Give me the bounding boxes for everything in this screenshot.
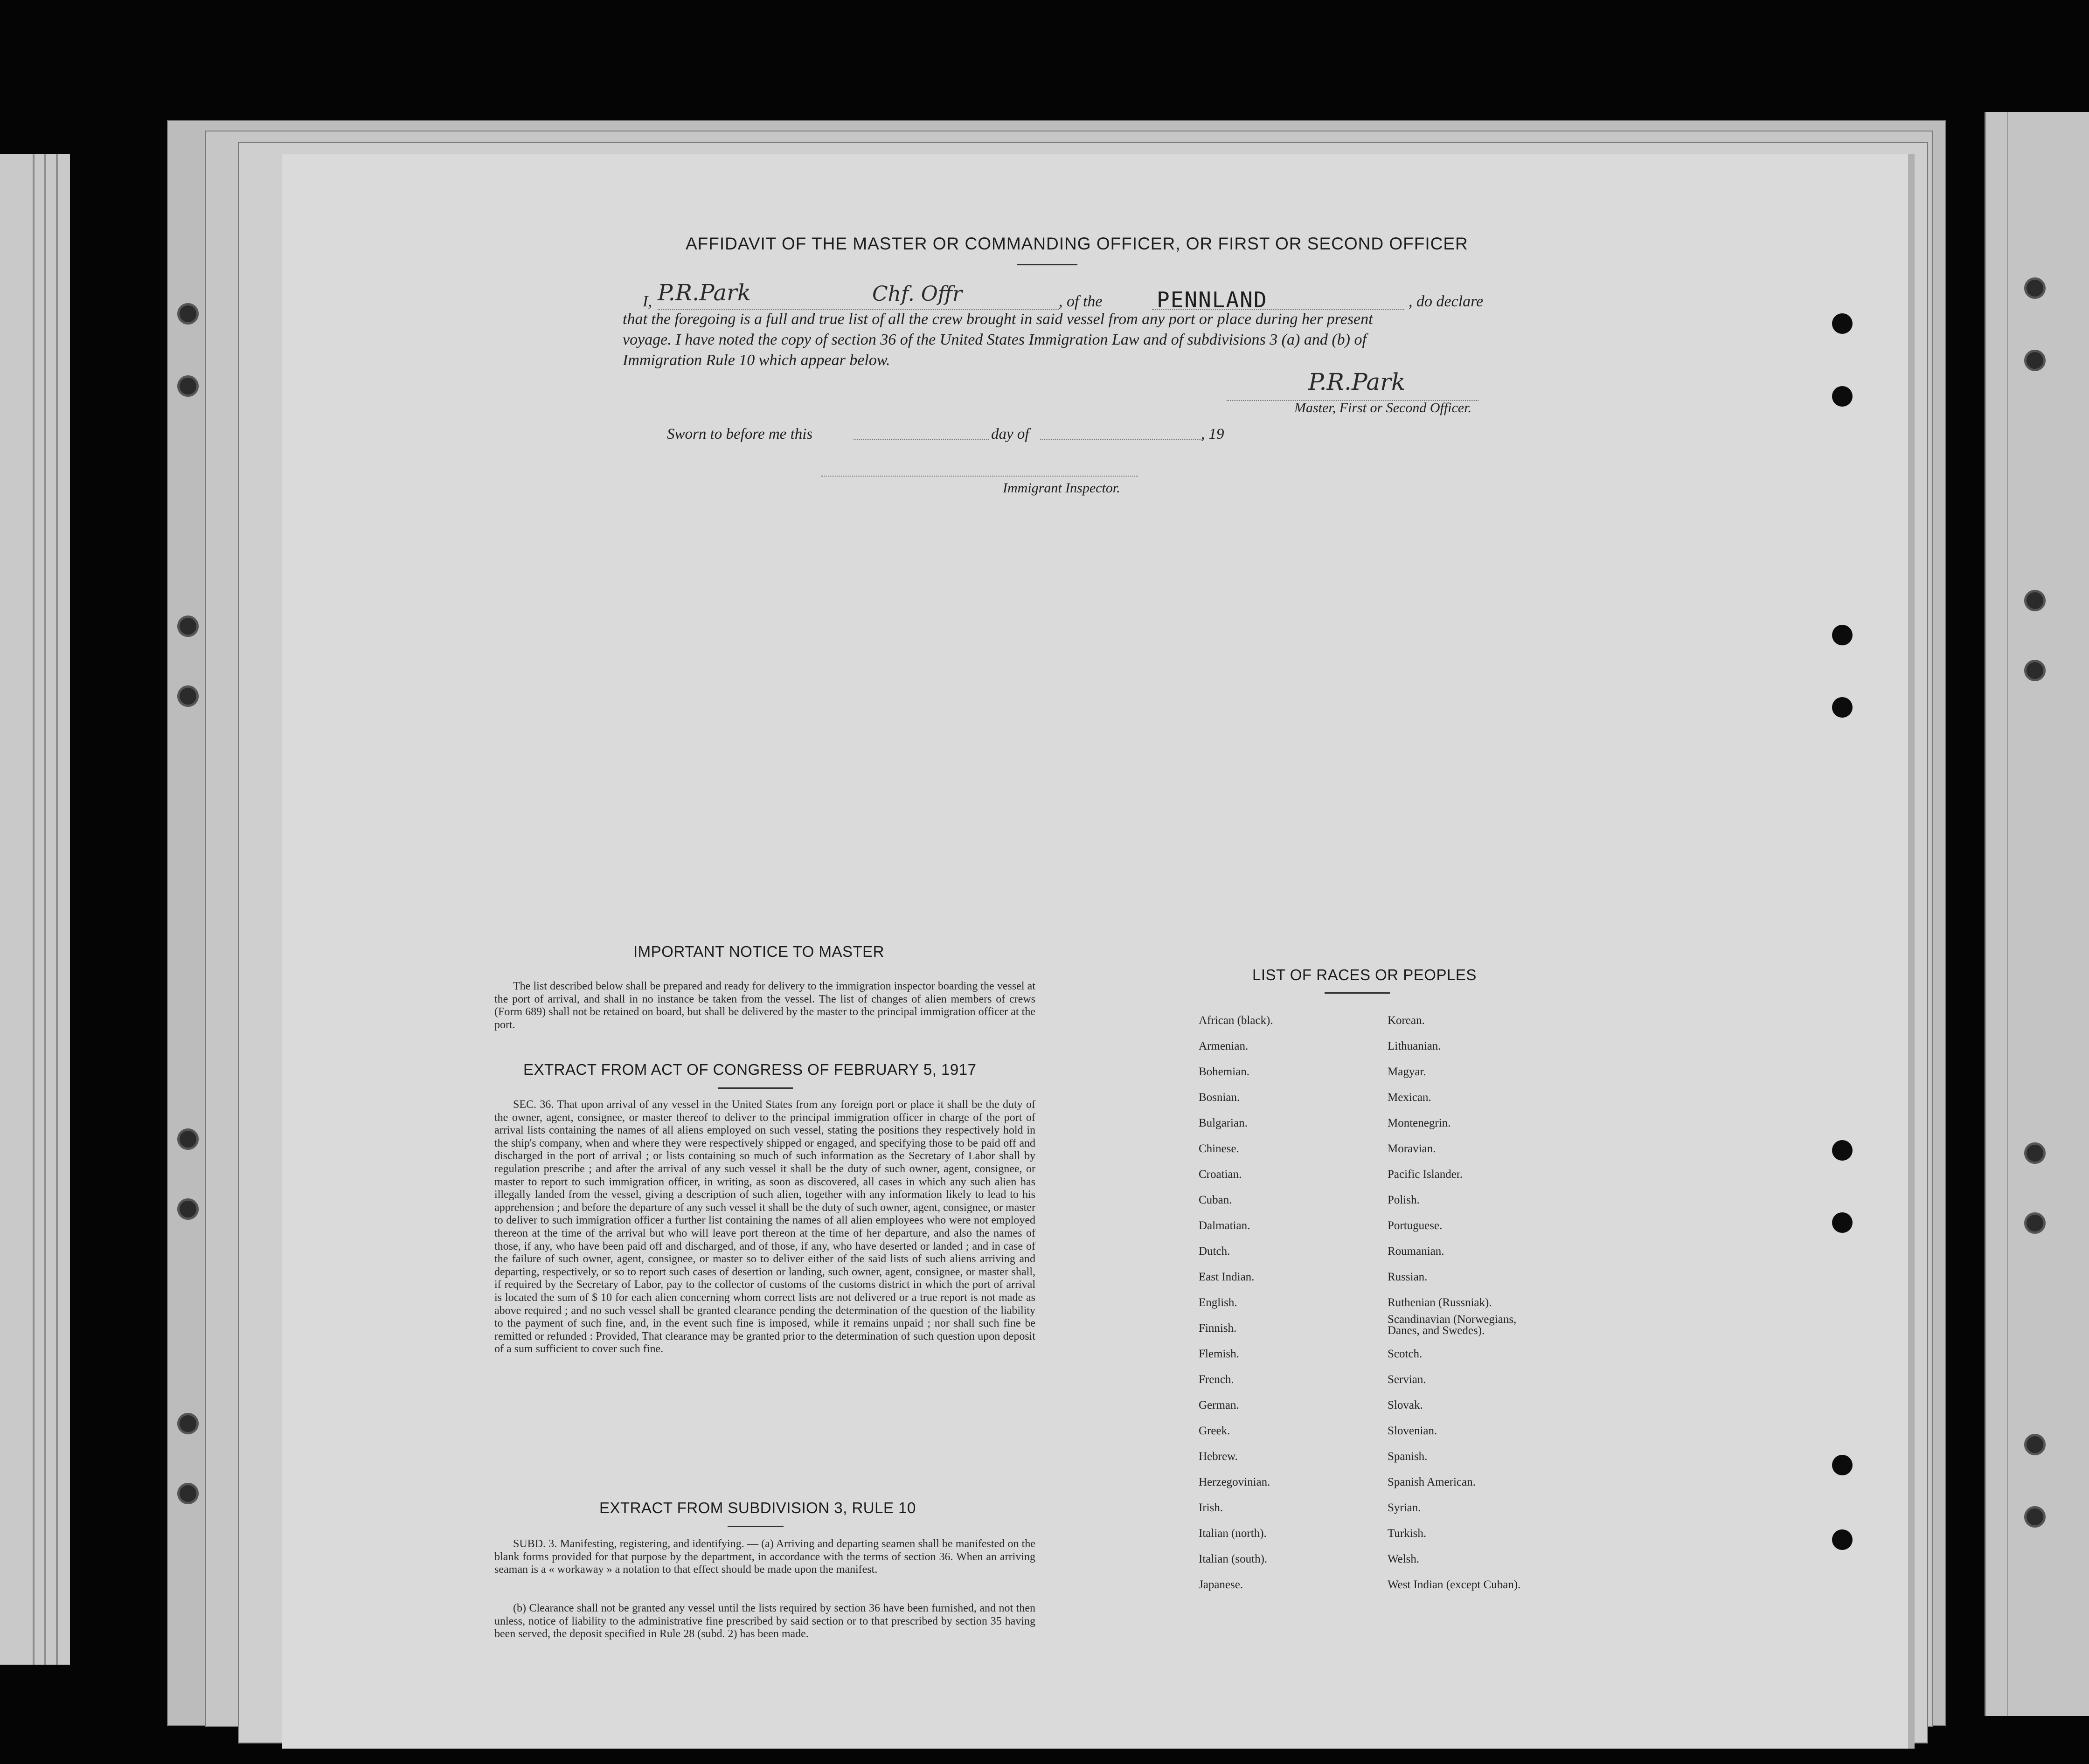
race-item: Scotch. [1388,1348,1423,1360]
punch-hole [1832,1212,1853,1233]
punch-hole [2024,660,2046,681]
inspector-line [821,476,1138,477]
race-item: Finnish. [1199,1322,1237,1335]
race-item: Spanish. [1388,1450,1428,1463]
races-title: LIST OF RACES OR PEOPLES [1252,966,1477,983]
sheet-edge [2007,112,2008,1716]
sheet-edge [56,154,58,1665]
notice-text: The list described below shall be prepared and ready for delivery to the immigration inspector boarding the vessel at the port of arrival, and shall in no instance be taken from the vessel. The list of changes of alien members of crews (Form 689) shall not be retained on board, but shall be delivered by the master to the principal immigration officer at the port. [494,980,1035,1031]
race-item: Scandinavian (Norwegians, Danes, and Swedes). [1388,1313,1517,1337]
do-declare-label: , do declare [1409,293,1484,310]
declaration-line: Immigration Rule 10 which appear below. [623,352,890,369]
race-item: Italian (south). [1199,1553,1268,1565]
race-item: Cuban. [1199,1194,1232,1206]
race-item: Slovenian. [1388,1425,1437,1437]
race-item: Polish. [1388,1194,1420,1206]
punch-hole [2024,1212,2046,1234]
punch-hole [1832,1455,1853,1475]
punch-hole [177,685,199,707]
sworn-year-label: , 19 [1201,426,1224,443]
race-item: Bohemian. [1199,1065,1250,1078]
race-item: Magyar. [1388,1065,1426,1078]
race-item: Moravian. [1388,1142,1436,1155]
race-item: Slovak. [1388,1399,1423,1411]
race-item: Italian (north). [1199,1527,1267,1540]
name-line [658,309,1059,310]
officer-name-signature: P.R.Park [658,280,751,306]
notice-title: IMPORTANT NOTICE TO MASTER [633,943,885,960]
punch-hole [1832,625,1853,645]
race-item: Mexican. [1388,1091,1431,1104]
race-item: Pacific Islander. [1388,1168,1463,1181]
punch-hole [1832,1529,1853,1550]
title-rule [1325,992,1390,994]
race-item: Hebrew. [1199,1450,1238,1463]
rule-extract-para-a: SUBD. 3. Manifesting, registering, and identifying. — (a) Arriving and departing seamen shall be manifested on the blank forms provided for that purpose by the department, in accordance with the terms of section 36. When an arriving seaman is a « workaway » a notation to that effect should be made upon the manifest. [494,1538,1035,1576]
race-item: Korean. [1388,1014,1425,1027]
title-rule [728,1526,784,1527]
race-item: Welsh. [1388,1553,1420,1565]
punch-hole [1832,313,1853,334]
race-item: Russian. [1388,1271,1428,1283]
race-item: Croatian. [1199,1168,1242,1181]
rule-extract-para-b: (b) Clearance shall not be granted any vessel until the lists required by section 36 have been furnished, and not then unless, notice of liability to the administrative fine prescribed by said section or to that prescribed by section 35 having been served, the deposit specified in Rule 28 (subd. 2) has been made. [494,1602,1035,1640]
punch-hole [177,1198,199,1220]
race-item: Flemish. [1199,1348,1239,1360]
race-item: German. [1199,1399,1239,1411]
punch-hole [177,1413,199,1434]
race-item: Dalmatian. [1199,1219,1250,1232]
declaration-line: voyage. I have noted the copy of section 36 of the United States Immigration Law and of subdivisions 3 (a) and (b) of [623,331,1367,348]
race-item: Portuguese. [1388,1219,1443,1232]
race-item: French. [1199,1373,1234,1386]
race-item: Lithuanian. [1388,1040,1441,1052]
race-item: Servian. [1388,1373,1426,1386]
race-item: Japanese. [1199,1578,1243,1591]
race-item: Spanish American. [1388,1476,1476,1488]
punch-hole [2024,590,2046,611]
race-item: Herzegovinian. [1199,1476,1270,1488]
punch-hole [177,375,199,397]
declaration-line: that the foregoing is a full and true list of all the crew brought in said vessel from any port or place during her present [623,311,1373,328]
race-item: English. [1199,1296,1237,1309]
race-item: Bosnian. [1199,1091,1240,1104]
sworn-label: Sworn to before me this [667,426,813,443]
punch-hole [177,1483,199,1504]
race-item: African (black). [1199,1014,1273,1027]
officer-rank: Chf. Offr [872,282,962,306]
punch-hole [2024,350,2046,371]
race-item: Syrian. [1388,1501,1421,1514]
rule-extract-title: EXTRACT FROM SUBDIVISION 3, RULE 10 [599,1499,916,1516]
sheet-edge [1985,112,1986,1716]
race-item: Greek. [1199,1425,1230,1437]
race-item: Ruthenian (Russniak). [1388,1296,1492,1309]
sworn-day-label: day of [991,426,1029,443]
officer-signature: P.R.Park [1308,368,1406,395]
vessel-name: PENNLAND [1157,287,1268,312]
officer-title: Master, First or Second Officer. [1294,400,1471,415]
punch-hole [2024,1142,2046,1164]
inspector-label: Immigrant Inspector. [1003,480,1120,496]
day-line [854,439,989,440]
title-rule [1017,264,1077,265]
race-item: Turkish. [1388,1527,1427,1540]
vessel-line [1152,309,1404,310]
race-item: Bulgarian. [1199,1117,1248,1129]
race-item: Montenegrin. [1388,1117,1451,1129]
punch-hole [1832,386,1853,407]
race-item: Armenian. [1199,1040,1249,1052]
act-extract-title: EXTRACT FROM ACT OF CONGRESS OF FEBRUARY 5, 1917 [523,1061,977,1078]
sheet-edge [44,154,46,1665]
page-edge [282,154,1915,1749]
affidavit-title: AFFIDAVIT OF THE MASTER OR COMMANDING OFFICER, OR FIRST OR SECOND OFFICER [686,234,1468,253]
affidavit-prefix: I, [643,293,652,310]
race-item: Chinese. [1199,1142,1239,1155]
sheet-edge [33,154,35,1665]
title-rule [718,1087,793,1089]
adjacent-page-left [0,154,70,1665]
race-item: Roumanian. [1388,1245,1444,1258]
punch-hole [177,1128,199,1150]
punch-hole [2024,277,2046,299]
race-item: Dutch. [1199,1245,1230,1258]
race-item: East Indian. [1199,1271,1255,1283]
race-item: West Indian (except Cuban). [1388,1578,1521,1591]
punch-hole [1832,697,1853,718]
punch-hole [2024,1506,2046,1528]
of-the-label: , of the [1059,293,1103,310]
race-item: Irish. [1199,1501,1223,1514]
punch-hole [177,303,199,325]
punch-hole [1832,1140,1853,1161]
punch-hole [2024,1434,2046,1455]
month-line [1040,439,1203,440]
punch-hole [177,616,199,637]
act-extract-text: SEC. 36. That upon arrival of any vessel in the United States from any foreign port or place it shall be the duty of the owner, agent, consignee, or master thereof to deliver to the principal immigration officer in charge of the port of arrival lists containing the names of all aliens employed on such vessel, stating the positions they respectively hold in the ship's company, when and where they were respectively shipped or engaged, and specifying those to be paid off and discharged in the port of arrival ; or lists containing so much of such information as the Secretary of Labor shall by regulation prescribe ; and after the arrival of any such vessel it shall be the duty of such owner, agent, consignee, or master to report to such immigration officer, in writing, as soon as discovered, all cases in which any such alien has illegally landed from the vessel, giving a description of such alien, together with any information likely to lead to his apprehension ; and before the departure of any such vessel it shall be the duty of such owner, agent, consignee, or master to deliver to such immigration officer a further list containing the names of all alien employees who were not employed thereon at the time of the arrival but who will leave port thereon at the time of her departure, and also the names of those, if any, who have been paid off and discharged, and of those, if any, who have deserted or landed ; and in case of the failure of such owner, agent, consignee, or master so to deliver either of the said lists of such aliens arriving and departing, respectively, or so to report such cases of desertion or landing, such owner, agent, consignee, or master shall, if required by the Secretary of Labor, pay to the collector of customs of the customs district in which the port of arrival is located the sum of $ 10 for each alien concerning whom correct lists are not delivered or a true report is not made as above required ; and no such vessel shall be granted clearance pending the determination of the question of the liability to the payment of such fine, and, in the event such fine is imposed, while it remains unpaid ; nor shall such fine be remitted or refunded : Provided, That clearance may be granted prior to the determination of such question upon deposit of a sum sufficient to cover such fine. [494,1099,1035,1356]
